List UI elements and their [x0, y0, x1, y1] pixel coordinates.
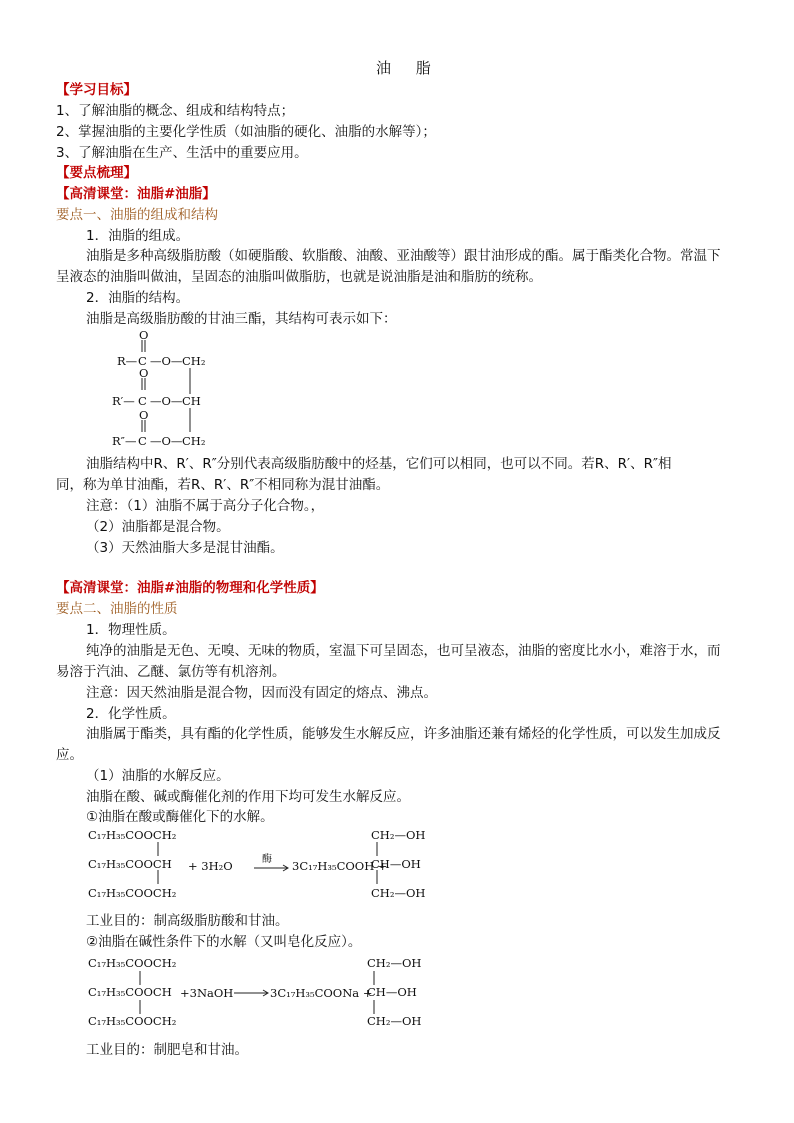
note-1: 注意：（1）油脂不属于高分子化合物。，	[86, 498, 325, 514]
page-title: 油 脂	[376, 59, 441, 77]
point-2-para-1-line-2: 易溶于汽油、乙醚、氯仿等有机溶剂。	[56, 664, 286, 680]
point-1-structure-intro: 油脂是高级脂肪酸的甘油三酯，其结构可表示如下：	[86, 311, 397, 327]
triglyceride-structure: O R— C —O— CH₂ O R′— C —O— CH O R″— C —O— CH₂	[112, 328, 206, 448]
hydrolysis-heading: （1）油脂的水解反应。	[86, 768, 230, 784]
point-2-para-2-line-1: 油脂属于酯类，具有酯的化学性质，能够发生水解反应，许多油脂还兼有烯烃的化学性质，可以发生加成反	[86, 726, 721, 742]
point-2-item-2: 2．化学性质。	[86, 706, 176, 722]
point-1-item-1: 1．油脂的组成。	[86, 228, 190, 244]
class-link-properties[interactable]: 【高清课堂：油脂#油脂的物理和化学性质】	[56, 580, 324, 596]
saponification-label: ②油脂在碱性条件下的水解（又叫皂化反应）。	[86, 934, 362, 950]
point-2-item-1: 1．物理性质。	[86, 622, 176, 638]
point-1-para-line-2: 呈液态的油脂叫做油，呈固态的油脂叫做脂肪，也就是说油脂是油和脂肪的统称。	[56, 269, 542, 285]
point-2-note: 注意：因天然油脂是混合物，因而没有固定的熔点、沸点。	[86, 685, 437, 701]
point-2-para-1-line-1: 纯净的油脂是无色、无嗅、无味的物质，室温下可呈固态，也可呈液态，油脂的密度比水小，难溶于水，而	[86, 643, 721, 659]
point-1-item-2: 2．油脂的结构。	[86, 290, 190, 306]
goal-1: 1、了解油脂的概念、组成和结构特点；	[56, 103, 295, 119]
note-2: （2）油脂都是混合物。	[86, 519, 230, 535]
industrial-purpose-1: 工业目的：制高级脂肪酸和甘油。	[86, 913, 289, 929]
point-1-para-line-1: 油脂是多种高级脂肪酸（如硬脂酸、软脂酸、油酸、亚油酸等）跟甘油形成的酯。属于酯类化合物。常温下	[86, 248, 721, 264]
hydrolysis-intro: 油脂在酸、碱或酶催化剂的作用下均可发生水解反应。	[86, 789, 410, 805]
class-link-oil[interactable]: 【高清课堂：油脂#油脂】	[56, 186, 216, 202]
heading-learning-goals: 【学习目标】	[56, 82, 137, 98]
equation-saponification: C₁₇H₃₅COOCH₂ C₁₇H₃₅COOCH C₁₇H₃₅COOCH₂ +3NaOH 3C₁₇H₃₅COONa + CH₂—OH CH—OH CH₂—OH	[88, 956, 422, 1028]
point-2-title: 要点二、油脂的性质	[56, 601, 178, 617]
goal-2: 2、掌握油脂的主要化学性质（如油脂的硬化、油脂的水解等）；	[56, 124, 436, 140]
point-1-explain-line-2: 同，称为单甘油酯，若R、R′、R″不相同称为混甘油酯。	[56, 477, 390, 493]
equation-acid-hydrolysis: C₁₇H₃₅COOCH₂ C₁₇H₃₅COOCH C₁₇H₃₅COOCH₂ + 3H₂O 酶 3C₁₇H₃₅COOH + CH₂—OH CH—OH CH₂—OH	[88, 828, 426, 900]
heading-key-points: 【要点梳理】	[56, 165, 137, 181]
goal-3: 3、了解油脂在生产、生活中的重要应用。	[56, 145, 308, 161]
industrial-purpose-2: 工业目的：制肥皂和甘油。	[86, 1042, 248, 1058]
note-3: （3）天然油脂大多是混甘油酯。	[86, 540, 284, 556]
point-1-title: 要点一、油脂的组成和结构	[56, 207, 218, 223]
point-1-explain-line-1: 油脂结构中R、R′、R″分别代表高级脂肪酸中的烃基，它们可以相同，也可以不同。若R、R′、R″相	[86, 456, 672, 472]
acid-hydrolysis-label: ①油脂在酸或酶催化下的水解。	[86, 809, 274, 825]
point-2-para-2-line-2: 应。	[56, 747, 83, 763]
